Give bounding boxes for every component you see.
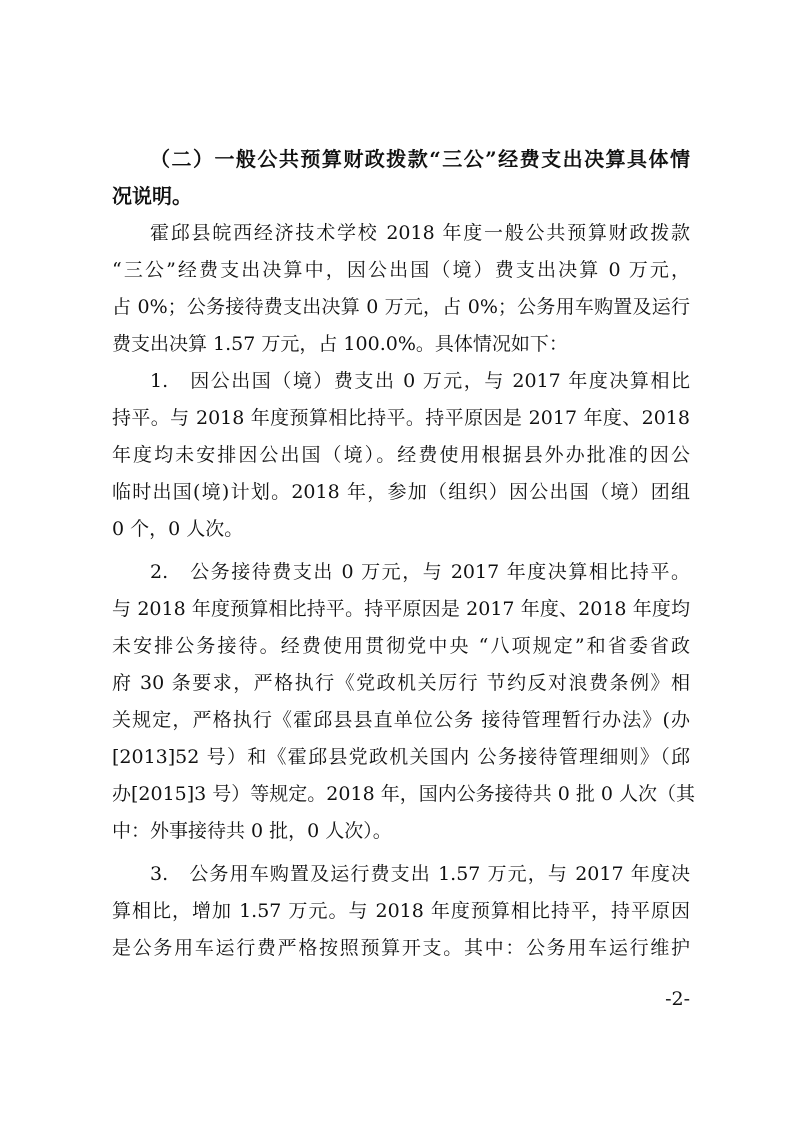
paragraph-line: 费支出决算 1.57 万元，占 100.0%。具体情况如下： <box>112 333 568 355</box>
paragraph-line: 关规定，严格执行《霍邱县县直单位公务 接待管理暂行办法》(办 <box>112 709 690 731</box>
page-number: -2- <box>665 988 690 1010</box>
section-heading-line-1: （二）一般公共预算财政拨款“三公”经费支出决算具体情 <box>150 147 690 171</box>
paragraph-line: 持平。与 2018 年度预算相比持平。持平原因是 2017 年度、2018 <box>112 407 690 429</box>
paragraph-line: 办[2015]3 号）等规定。2018 年，国内公务接待共 0 批 0 人次（其 <box>112 783 696 805</box>
paragraph-line: 未安排公务接待。经费使用贯彻党中央 “八项规定”和省委省政 <box>112 635 690 657</box>
paragraph-line: 中：外事接待共 0 批，0 人次）。 <box>112 820 392 842</box>
paragraph-line: 2. 公务接待费支出 0 万元，与 2017 年度决算相比持平。 <box>150 561 690 583</box>
paragraph-line: 府 30 条要求，严格执行《党政机关厉行 节约反对浪费条例》相 <box>112 672 690 694</box>
paragraph-line: 霍邱县皖西经济技术学校 2018 年度一般公共预算财政拨款 <box>150 222 690 244</box>
paragraph-line: 年度均未安排因公出国（境）。经费使用根据县外办批准的因公 <box>112 444 690 466</box>
paragraph-line: 1. 因公出国（境）费支出 0 万元，与 2017 年度决算相比 <box>150 370 690 392</box>
paragraph-line: “三公”经费支出决算中，因公出国（境）费支出决算 0 万元， <box>112 259 690 281</box>
paragraph-line: [2013]52 号）和《霍邱县党政机关国内 公务接待管理细则》（邱 <box>112 746 690 768</box>
paragraph-summary <box>112 215 690 363</box>
paragraph-line: 占 0%；公务接待费支出决算 0 万元，占 0%；公务用车购置及运行 <box>112 296 690 318</box>
paragraph-official-vehicles <box>112 856 690 967</box>
paragraph-line: 0 个，0 人次。 <box>112 518 244 540</box>
paragraph-line: 算相比，增加 1.57 万元。与 2018 年度预算相比持平，持平原因 <box>112 900 690 922</box>
paragraph-line: 是公务用车运行费严格按照预算开支。其中：公务用车运行维护 <box>112 937 690 959</box>
document-body <box>112 141 696 967</box>
section-heading-line-2: 况说明。 <box>112 184 192 208</box>
paragraph-line: 与 2018 年度预算相比持平。持平原因是 2017 年度、2018 年度均 <box>112 598 690 620</box>
paragraph-official-reception <box>112 554 696 850</box>
paragraph-line: 临时出国(境)计划。2018 年，参加（组织）因公出国（境）团组 <box>112 481 690 503</box>
paragraph-line: 3. 公务用车购置及运行费支出 1.57 万元，与 2017 年度决 <box>150 863 690 885</box>
paragraph-overseas-travel <box>112 363 690 548</box>
